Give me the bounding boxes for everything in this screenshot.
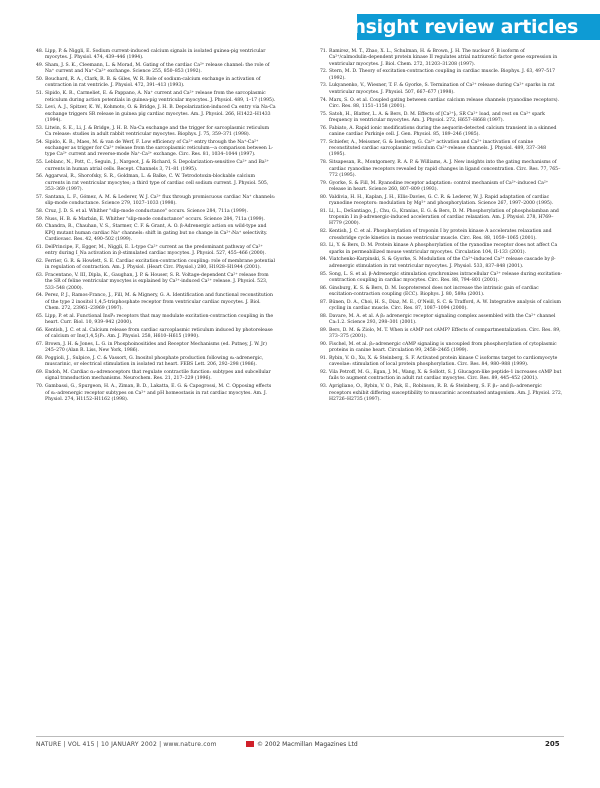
macmillan-logo-icon: [246, 741, 254, 747]
reference-text: Lipp, P. et al. Functional InsP₃ receptors that may modulate excitation-contraction coupling in the heart. Curr. Biol. 10, 939–942 (2000).: [45, 313, 274, 326]
reference-number: 78.: [320, 160, 328, 166]
reference-number: 91.: [320, 356, 328, 362]
reference-number: 52.: [36, 105, 44, 111]
reference-entry: [320, 272, 564, 285]
reference-number: 85.: [320, 271, 328, 277]
reference-entry: [36, 174, 276, 193]
reference-text: Ferrier, G. R. & Howlett, S. E. Cardiac excitation-contraction coupling: role of membrane potential in regulation of contraction. Am. J. Physiol. (Heart Circ. Physiol.) 280, H1928–H1944 (2001).: [45, 258, 276, 271]
reference-number: 56.: [36, 174, 44, 180]
reference-number: 70.: [36, 384, 44, 390]
reference-number: 63.: [36, 273, 44, 278]
reference-number: 61.: [36, 244, 44, 250]
reference-number: 83.: [320, 243, 328, 249]
reference-entry: [320, 384, 564, 403]
reference-number: 74.: [320, 97, 328, 103]
reference-text: Aggarwal, R., Shorofsky, S. R., Goldman, L. & Balke, C. W. Tetrodotoxin-blockable calcium currents in rat ventricular myocytes; a third type of cardiac cell sodium current. J. Physiol. 505, 353–369 (1997).: [45, 174, 269, 192]
reference-entry: [36, 273, 276, 292]
reference-entry: [320, 257, 564, 270]
reference-text: Lipp, P. & Niggli, E. Sodium current-induced calcium signals in isolated guinea-pig ventricular myocytes. J. Physiol. 474, 439–446 (1994).: [45, 49, 266, 61]
reference-text: Vila Petroff, M. G., Egan, J. M., Wang, X. & Sollott, S. J. Glucagon-like peptide-1 increases cAMP but fails to augment contraction in adult rat cardiac myocytes. Circ. Res. 89, 445–452 (2001).: [329, 370, 562, 382]
reference-text: Brown, J. H. & Jones, L. G. in Phosphoinositides and Receptor Mechanisms (ed. Putney, J. W. Jr) 245–270 (Alan R. Liss, New York, 1986).: [45, 341, 267, 354]
reference-number: 49.: [36, 63, 44, 69]
reference-number: 93.: [320, 384, 328, 390]
reference-text: Perez, P. J., Ramos-Franco, J., Fill, M. & Mignery, G. A. Identification and functional reconstitution of the type 2 inositol 1,4,5-trisphosphate receptor from ventricular cardiac myocytes. J. Biol. Chem. 272, 23961–23969 (1997).: [45, 293, 273, 311]
reference-number: 86.: [320, 285, 328, 291]
reference-number: 88.: [320, 313, 328, 319]
reference-entry: [320, 126, 564, 139]
reference-text: Davare, M. A. et al. A β₂ adrenergic receptor signaling complex assembled with the Ca²⁺ channel Caᵥ1.2. Science 293, 298–301 (2001).: [329, 313, 556, 326]
reference-text: Aprigliano, O., Rybin, V. O., Pak, E., Robinson, R. B. & Steinberg, S. F. β₁- and β₂-adrenergic receptors exhibit differing susceptibility to muscarinic accentuated antagonism. Am. J. Physiol. 272, H2726–H2735 (1997).: [329, 384, 563, 402]
reference-text: Fracentano, V. III, Dipla, K., Gaughan, J. P. & Houser, S. R. Voltage-dependent Ca²⁺ release from the SR of feline ventricular myocytes is explained by Ca²⁺-induced Ca²⁺ release. J. Physiol. 523, 533–548 (2000).: [45, 273, 269, 291]
reference-entry: [36, 384, 276, 403]
reference-entry: [36, 91, 276, 104]
reference-text: Fischel, M. et al. β₂-adrenergic cAMP signaling is uncoupled from phosphorylation of cytoplasmic proteins in canine heart. Circulation 99, 2458–2465 (1999).: [329, 341, 557, 354]
reference-entry: [320, 195, 564, 208]
reference-text: Marx, S. O. et al. Coupled gating between cardiac calcium release channels (ryanodine receptors). Circ. Res. 88, 1151–1158 (2001).: [329, 97, 560, 109]
reference-text: Viatchenko-Karpinski, S. & Gyorke, S. Modulation of the Ca²⁺-induced Ca²⁺ release cascade by β-adrenergic stimulation in rat ventricular myocytes. J. Physiol. 533, 837–848 (2001).: [329, 257, 556, 269]
reference-text: Valdivia, H. H., Kaplan, J. H., Ellis-Davies, G. C. R. & Lederer, W. J. Rapid adaptation of cardiac ryanodine receptors: modulation by Mg²⁺ and phosphorylation. Science 267, 1997–2000 (1995).: [329, 194, 554, 207]
reference-number: 59.: [36, 216, 44, 222]
reference-number: 66.: [36, 327, 44, 333]
reference-text: Santana, L. F., Gómez, A. M. & Lederer, W. J. Ca²⁺ flux through promiscuous cardiac Na⁺ channels: slip-mode conductance. Science 279, 1027–1033 (1998).: [45, 194, 276, 207]
reference-text: Kentish, J. C. et al. Phosphorylation of troponin I by protein kinase A accelerates relaxation and crossbridge cycle kinetics in mouse ventricular muscle. Circ. Res. 88, 1059–1065 (2001).: [329, 229, 552, 241]
right-reference-column: [320, 49, 564, 405]
section-title: insight review articles: [346, 16, 578, 38]
reference-entry: [320, 300, 564, 313]
reference-text: Song, L. S. et al. β-Adrenergic stimulation synchronizes intracellular Ca²⁺ release during excitation-contraction coupling in cardiac myocytes. Circ. Res. 88, 794–801 (2001).: [329, 271, 563, 283]
reference-text: Nuss, H. B. & Marbán, E. Whither "slip-mode conductance" occurs. Science 284, 711a (1999).: [45, 216, 265, 222]
reference-number: 60.: [36, 224, 44, 230]
reference-number: 64.: [36, 293, 44, 299]
reference-entry: [36, 314, 276, 327]
reference-number: 72.: [320, 69, 328, 75]
reference-entry: [36, 105, 276, 124]
reference-entry: [320, 209, 564, 228]
reference-number: 76.: [320, 125, 328, 131]
reference-number: 90.: [320, 341, 328, 347]
reference-text: Levi, A. J., Spitzer, K. W., Kohmoto, O. & Bridge, J. H. B. Depolarization-induced Ca entry via Na-Ca exchange triggers SR release in guinea pig cardiac myocytes. Am. J. Physiol. 266, H1422–H1433 (1994).: [45, 105, 276, 123]
reference-text: Sham, J. S. K., Cleemann, L. & Morad, M. Gating of the cardiac Ca²⁺ release channel: the role of Na⁺ current and Na⁺-Ca²⁺ exchange. Science 255, 850–853 (1992).: [45, 63, 270, 75]
reference-entry: [320, 243, 564, 256]
reference-text: Satoh, H., Blatter, L. A. & Bers, D. M. Effects of [Ca²⁺]ᵢ, SR Ca²⁺ load, and rest on Ca²⁺ spark frequency in ventricular myocytes. Am. J. Physiol. 272, H657–H668 (1997).: [329, 111, 545, 123]
reference-number: 92.: [320, 370, 328, 376]
journal-info: NATURE | VOL 415 | 10 JANUARY 2002 | www.nature.com: [36, 741, 217, 748]
reference-entry: [36, 126, 276, 139]
header-bar: [346, 14, 600, 40]
reference-number: 65.: [36, 313, 44, 319]
reference-entry: [36, 63, 276, 76]
reference-entry: [36, 140, 276, 159]
reference-entry: [320, 69, 564, 82]
reference-text: Sitsapesan, R., Montgomery, R. A. P. & Williams, A. J. New insights into the gating mechanisms of cardiac ryanodine receptors revealed by rapid changes in ligand concentration. Circ. Res. 77, 765–772 (1995).: [329, 160, 561, 178]
reference-text: Endoh, M. Cardiac α₁-adrenoceptors that regulate contractile function: subtypes and subcellular signal transduction mechanisms. Neurochem. Res. 21, 217–229 (1996).: [45, 370, 271, 382]
reference-entry: [36, 259, 276, 272]
reference-entry: [36, 195, 276, 208]
reference-number: 51.: [36, 91, 44, 97]
reference-entry: [320, 342, 564, 355]
reference-entry: [36, 224, 276, 243]
reference-number: 62.: [36, 258, 44, 264]
reference-number: 73.: [320, 83, 328, 89]
reference-text: Bünen, D. A., Choi, H. S., Diaz, M. E., O'Neill, S. C. & Trafford, A. W. Integrative analysis of calcium cycling in cardiac muscle. Circ. Res. 87, 1087–1094 (2000).: [329, 299, 562, 311]
reference-text: Poggioli, J., Sulpice, J. C. & Vassort, G. Inositol phosphate production following α₁-adrenergic, muscarinic, or electrical stimulation in isolated rat heart. FEBS Lett. 206, 292–298 (1986).: [45, 356, 264, 368]
reference-number: 79.: [320, 180, 328, 186]
reference-number: 81.: [320, 208, 328, 214]
reference-entry: [36, 328, 276, 341]
reference-text: Leblanc, N., Pott, C., Seguin, J., Nargeot, J. & Richard, S. Depolarization-sensitive Ca²⁺ and Ba²⁺ currents in human atrial cells. Recept. Channels 3, 71–81 (1995).: [45, 160, 269, 172]
reference-text: Kentish, J. C. et al. Calcium release from cardiac sarcoplasmic reticulum induced by photorelease of calcium or Ins(1,4,5)P₃. Am. J. Physiol. 258, H610–H615 (1990).: [45, 327, 273, 340]
reference-entry: [36, 217, 276, 223]
reference-number: 89.: [320, 327, 328, 333]
reference-entry: [320, 370, 564, 383]
reference-text: Rybin, V. O., Xu, X. & Steinberg, S. F. Activated protein kinase C isoforms target to cardiomyocyte caveolae: stimulation of local protein phosphorylation. Circ. Res. 84, 980–988 (1999).: [329, 356, 558, 368]
reference-number: 68.: [36, 356, 44, 362]
left-reference-column: [36, 49, 276, 405]
reference-entry: [320, 229, 564, 242]
reference-number: 54.: [36, 139, 44, 145]
reference-text: DelPrincipe, F., Egger, M., Niggli, E. L-type Ca²⁺ current as the predominant pathway of Ca²⁺ entry during I_Na activation in β-stimulated cardiac myocytes. J. Physiol. 527, 455–466 (2000).: [45, 244, 266, 257]
reference-text: Schiefer, A., Meissner, G. & Isenberg, G. Ca²⁺ activation and Ca²⁺ inactivation of canine reconstituted cardiac sarcoplasmic reticulum Ca²⁺-release channels. J. Physiol. 489, 337–348 (1995).: [329, 139, 546, 158]
reference-text: Litwin, S. E., Li, J. & Bridge, J. H. B. Na-Ca exchange and the trigger for sarcoplasmic reticulum Ca release: studies in adult rabbit ventricular myocytes. Biophys. J. 75, 359–371 (1998).: [45, 125, 270, 138]
footer-divider: [36, 736, 564, 737]
reference-entry: [36, 77, 276, 90]
reference-text: Fabiato, A. Rapid ionic modifications during the aequorin-detected calcium transient in a skinned canine cardiac Purkinje cell. J. Gen. Physiol. 85, 189–246 (1985).: [329, 125, 557, 138]
reference-number: 50.: [36, 77, 44, 83]
reference-entry: [320, 181, 564, 194]
reference-number: 53.: [36, 125, 44, 131]
reference-number: 58.: [36, 208, 44, 214]
reference-entry: [36, 370, 276, 383]
reference-number: 55.: [36, 160, 44, 166]
reference-text: Sipido, K. R., Maes, M. & van de Werf, F. Low efficiency of Ca²⁺ entry through the Na⁺-Ca²⁺ exchanger as trigger for Ca²⁺ release from the sarcoplasmic reticulum—a comparison between L-type Ca²⁺ current and reverse-mode Na⁺-Ca²⁺ exchange. Circ. Res. 81, 1034–1044 (1997).: [45, 139, 273, 158]
reference-entry: [320, 356, 564, 369]
reference-text: Stern, M. D. Theory of excitation-contraction coupling in cardiac muscle. Biophys. J. 63, 497–517 (1992).: [329, 69, 556, 81]
reference-entry: [36, 160, 276, 173]
reference-number: 57.: [36, 194, 44, 200]
reference-entry: [36, 245, 276, 258]
reference-text: Ginsburg, K. S. & Bers, D. M. Isoproterenol does not increase the intrinsic gain of cardiac excitation-contraction coupling (ECC). Biophys. J. 80, 589a (2001).: [329, 285, 539, 297]
reference-number: 84.: [320, 257, 328, 263]
reference-text: Chandra, R., Chauhan, V. S., Starmer, C. F. & Grant, A. O. β-Adrenergic action on wild-type and KPQ mutant human cardiac Na⁺ channels: shift in gating but no change in Ca²⁺:Na⁺ selectivity. Cardiovasc. Res. 42, 490–502 (1999).: [45, 224, 268, 243]
reference-entry: [320, 286, 564, 299]
reference-number: 77.: [320, 139, 328, 145]
reference-number: 80.: [320, 194, 328, 200]
copyright-text: © 2002 Macmillan Magazines Ltd: [257, 741, 358, 748]
reference-text: Li, L., DeSantiago, J., Chu, G., Kranias, E. G. & Bers, D. M. Phosphorylation of phospholamban and troponin I in β-adrenergic-induced acceleration of cardiac relaxation. Am. J. Physiol. 278, H769–H779 (2000).: [329, 208, 559, 227]
reference-text: Li, Y. & Bers, D. M. Protein kinase A phosphorylation of the ryanodine receptor does not affect Ca sparks in permeabilized mouse ventricular myocytes. Circulation 104, II-133 (2001).: [329, 243, 558, 255]
reference-entry: [320, 83, 564, 96]
reference-entry: [320, 98, 564, 111]
reference-number: 71.: [320, 49, 328, 54]
copyright-notice: [246, 741, 358, 748]
reference-entry: [36, 293, 276, 312]
reference-number: 82.: [320, 229, 328, 235]
reference-text: Gambassi, G., Spurgeon, H. A., Ziman, B. D., Lakatta, E. G. & Capogrossi, M. C. Opposing effects of α₁-adrenergic receptor subtypes on Ca²⁺ and pH homeostasis in rat cardiac myocytes. Am. J. Physiol. 274, H1152–H1162 (1998).: [45, 384, 272, 402]
reference-entry: [320, 49, 564, 68]
reference-entry: [36, 356, 276, 369]
reference-entry: [320, 112, 564, 125]
page-number: 205: [545, 740, 560, 748]
reference-number: 69.: [36, 370, 44, 376]
reference-entry: [320, 328, 564, 341]
reference-number: 87.: [320, 299, 328, 305]
reference-number: 75.: [320, 111, 328, 117]
reference-text: Sipido, K. R., Carmeliet, E. & Pappano, A. Na⁺ current and Ca²⁺ release from the sarcoplasmic reticulum during action potentials in guinea-pig ventricular myocytes. J. Physiol. 489, 1–17 (1995).: [45, 91, 276, 103]
reference-text: Bouchard, R. A., Clark, R. B. & Giles, W. R. Role of sodium-calcium exchange in activation of contraction in rat ventricle. J. Physiol. 472, 391–413 (1993).: [45, 77, 261, 89]
reference-number: 67.: [36, 341, 44, 347]
reference-text: Gyorke, S. & Fill, M. Ryanodine receptor adaptation: control mechanism of Ca²⁺-induced Ca²⁺ release in heart. Science 260, 807–809 (1993).: [329, 180, 549, 192]
reference-text: Ramirez, M. T., Zhao, X. L., Schulman, H. & Brown, J. H. The nuclear δ_B isoform of Ca²⁺/calmodulin-dependent protein kinase II regulates atrial natriuretic factor gene expression in ventricular myocytes. J. Biol. Chem. 272, 31203–31208 (1997).: [329, 49, 558, 67]
reference-text: Cruz, J. D. S. et al. Whither "slip-mode conductance" occurs. Science 284, 711a (1999).: [45, 208, 248, 214]
reference-entry: [320, 160, 564, 179]
reference-entry: [320, 140, 564, 159]
reference-entry: [320, 314, 564, 327]
reference-entry: [36, 209, 276, 215]
reference-text: Lukyanenko, V., Wiesner, T. F. & Gyorke, S. Termination of Ca²⁺ release during Ca²⁺ sparks in rat ventricular myocytes. J. Physiol. 507, 667–677 (1998).: [329, 83, 555, 95]
reference-entry: [36, 49, 276, 62]
reference-number: 48.: [36, 49, 44, 54]
reference-entry: [36, 342, 276, 355]
reference-text: Bers, D. M. & Ziolo, M. T. When is cAMP not cAMP? Effects of compartmentalization. Circ. Res. 89, 373–375 (2001).: [329, 327, 561, 340]
